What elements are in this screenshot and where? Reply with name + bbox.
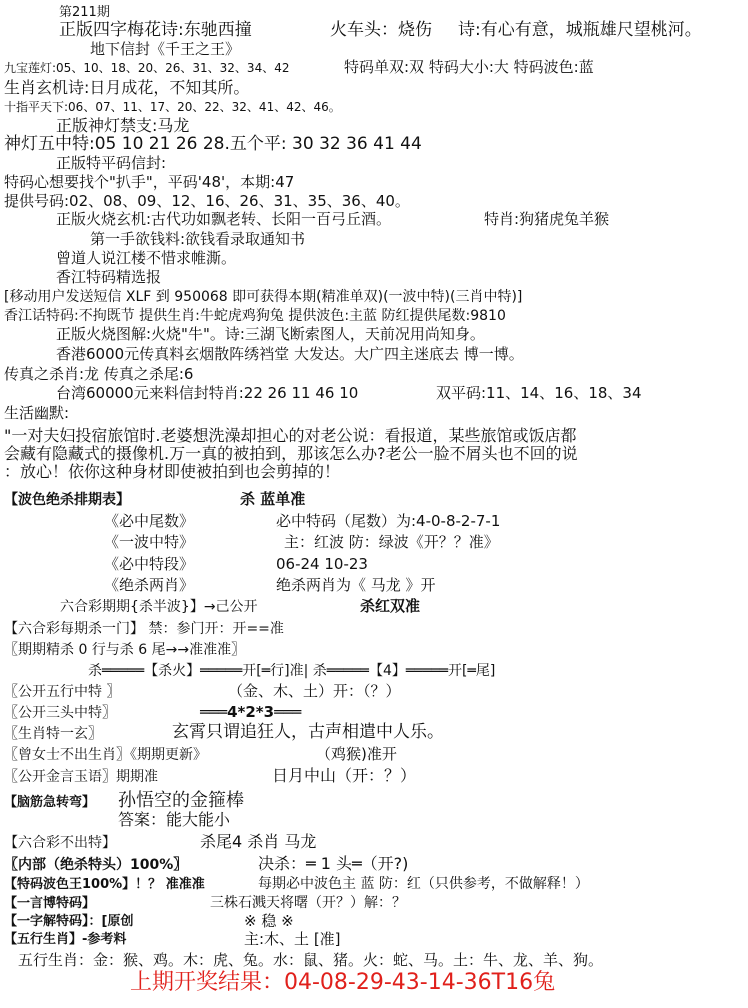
fire-diagram-line: 正版火烧图解:火烧"牛"。诗:三湖飞断索图人，天前况用尚知身。 [56, 325, 485, 343]
zodiac-special-label: 〖生肖特一玄〗 [4, 726, 102, 742]
three-heads-value: ═══4*2*3═══ [200, 703, 302, 721]
wave-king-value: 每期必中波色主 蓝 防：红（只供参考，不做解释！） [258, 876, 589, 892]
golden-words-value: 日月中山（开：？） [272, 766, 417, 785]
five-elements-zodiac-list: 五行生肖：金：猴、鸡。木：虎、兔。水：鼠、猪。火：蛇、马。土：牛、龙、羊、狗。 [18, 951, 604, 969]
inner-kill-head-label: 〖内部（绝杀特头）100%〗 [4, 857, 188, 873]
hk-fax-line: 香港6000元传真料玄烟散阵绣裆堂 大发达。大广四主迷底去 博一博。 [56, 345, 524, 363]
kill-element-tail-title: 〖期期精杀 0 行与杀 6 尾→→准准准〗 [4, 642, 246, 658]
taiwan-envelope-line: 台湾60000元来料信封特肖:22 26 11 46 10 [56, 384, 359, 402]
ms-zeng-label: 〖曾女士不出生肖〗《期期更新》 [4, 747, 207, 763]
five-zodiac-ref-value: 主:木、土 [准] [244, 930, 341, 948]
joke-line-1: "一对夫妇投宿旅馆时.老婆想洗澡却担心的对老公说：看报道，某些旅馆或饭店都 [4, 426, 577, 445]
brain-teaser-answer: 答案：能大能小 [118, 810, 231, 829]
special-code-riddle: 特码心想要找个"扒手"，平码'48'，本期:47 [4, 173, 295, 191]
must-tail-value: 必中特码（尾数）为:4-0-8-2-7-1 [276, 512, 501, 530]
double-flat-line: 双平码:11、14、16、18、34 [436, 384, 642, 402]
must-range-label: 《必中特段》 [104, 555, 195, 573]
half-wave-result: 杀红双准 [360, 597, 421, 615]
zodiac-mystery-poem: 生肖玄机诗:日月成花，不知其所。 [4, 78, 250, 97]
zodiac-special-value: 玄霄只谓追狂人，古声相遣中人乐。 [172, 722, 444, 742]
kill-one-door-line: 【六合彩每期杀一门】 禁：参门开：开==准 [4, 621, 284, 637]
five-zodiac-ref-label: 【五行生肖】-参考料 [4, 932, 127, 947]
five-elements-value: （金、木、土）开：（？） [228, 682, 401, 700]
five-elements-label: 〖公开五行中特 〗 [4, 684, 121, 700]
wave-kill-result: 杀 蓝单准 [240, 490, 306, 508]
one-word-bet-label: 【一言博特码】 [4, 896, 96, 911]
poem-line: 诗:有心有意，城瓶雄尺望桃河。 [458, 20, 702, 40]
issue-number: 第211期 [59, 5, 110, 20]
golden-words-label: 〖公开金言玉语〗期期准 [4, 769, 158, 785]
must-range-value: 06-24 10-23 [276, 555, 368, 573]
wave-king-label: 【特码波色王100%】！？ 准准准 [4, 877, 205, 892]
brain-teaser-question: 孙悟空的金箍棒 [118, 790, 244, 811]
xiangjiang-special-line: 香江话特码:不拘既节 提供生肖:牛蛇虎鸡狗兔 提供波色:主蓝 防红提供尾数:9810 [4, 308, 506, 324]
kill-two-zodiac-label: 《绝杀两肖》 [104, 576, 195, 594]
inner-kill-head-value: 决杀：═ 1 头═（开?) [258, 854, 409, 873]
plum-poem-line: 正版四字梅花诗:东驰西撞 [59, 20, 252, 40]
one-word-bet-value: 三株石溅天将曙（开？）解：？ [210, 895, 406, 911]
no-special-label: 【六合彩不出特】 [4, 835, 116, 851]
train-head-line: 火车头：烧伤 [330, 20, 432, 40]
first-hand-material: 第一手欲钱料:欲钱看录取通知书 [90, 230, 306, 248]
wave-kill-table-title: 【波色绝杀排期表】 [4, 492, 130, 508]
nine-lotus-numbers: 九宝莲灯:05、10、18、20、26、31、32、34、42 [4, 61, 290, 75]
one-wave-value: 主：红波 防：绿波《开？？准》 [284, 533, 499, 551]
ten-fingers-numbers: 十指平天下:06、07、11、17、20、22、32、41、42、46。 [4, 100, 341, 114]
lamp-five-special: 神灯五中特:05 10 21 26 28.五个平: 30 32 36 41 44 [4, 134, 422, 154]
life-humor-title: 生活幽默: [4, 404, 70, 422]
three-heads-label: 〖公开三头中特〗 [4, 705, 116, 721]
last-draw-result: 上期开奖结果：04-08-29-43-14-36T16兔 [130, 970, 556, 995]
kill-fire-tail-line: 杀═════【杀火】═════开[═行]准| 杀═════【4】═════开[═尾] [88, 663, 496, 679]
sms-offer-line: [移动用户发送短信 XLF 到 950068 即可获得本期(精准单双)(一波中特)(三肖中特)] [4, 289, 523, 305]
kill-two-zodiac-value: 绝杀两肖为《 马龙 》开 [276, 576, 436, 594]
joke-line-2: 会藏有隐藏式的摄像机.万一真的被拍到，那该怎么办?老公一脸不屑头也不回的说 [4, 444, 578, 463]
zeng-says-line: 曾道人说江楼不惜求帷澌。 [56, 249, 237, 267]
special-zodiac-line: 特肖:狗猪虎兔羊猴 [484, 210, 610, 228]
fax-kill-line: 传真之杀肖:龙 传真之杀尾:6 [4, 365, 194, 383]
must-tail-label: 《必中尾数》 [104, 512, 195, 530]
fire-mystery-line: 正版火烧玄机:古代功如飘老转、长阳一百弓丘酒。 [56, 210, 392, 228]
ms-zeng-value: （鸡猴)准开 [316, 745, 397, 763]
underground-envelope-line: 地下信封《千王之王》 [90, 40, 241, 58]
lamp-ban-line: 正版神灯禁支:马龙 [56, 116, 190, 135]
one-char-label: 【一字解特码】：[原创 [4, 914, 134, 929]
one-char-value: ※ 稳 ※ [244, 912, 294, 930]
half-wave-line: 六合彩期期{杀半波}】→己公开 [60, 599, 258, 615]
no-special-value: 杀尾4 杀肖 马龙 [200, 832, 317, 851]
special-attributes: 特码单双:双 特码大小:大 特码波色:蓝 [344, 58, 594, 76]
one-wave-label: 《一波中特》 [104, 533, 195, 551]
joke-line-3: ：放心！依你这种身材即使被拍到也会剪掉的！ [4, 462, 341, 481]
flat-code-envelope: 正版特平码信封: [56, 154, 167, 172]
provided-numbers: 提供号码:02、08、09、12、16、26、31、35、36、40。 [4, 192, 410, 210]
hongkong-selection-title: 香江特码精选报 [56, 268, 162, 286]
brain-teaser-label: 【脑筋急转弯】 [4, 795, 96, 810]
